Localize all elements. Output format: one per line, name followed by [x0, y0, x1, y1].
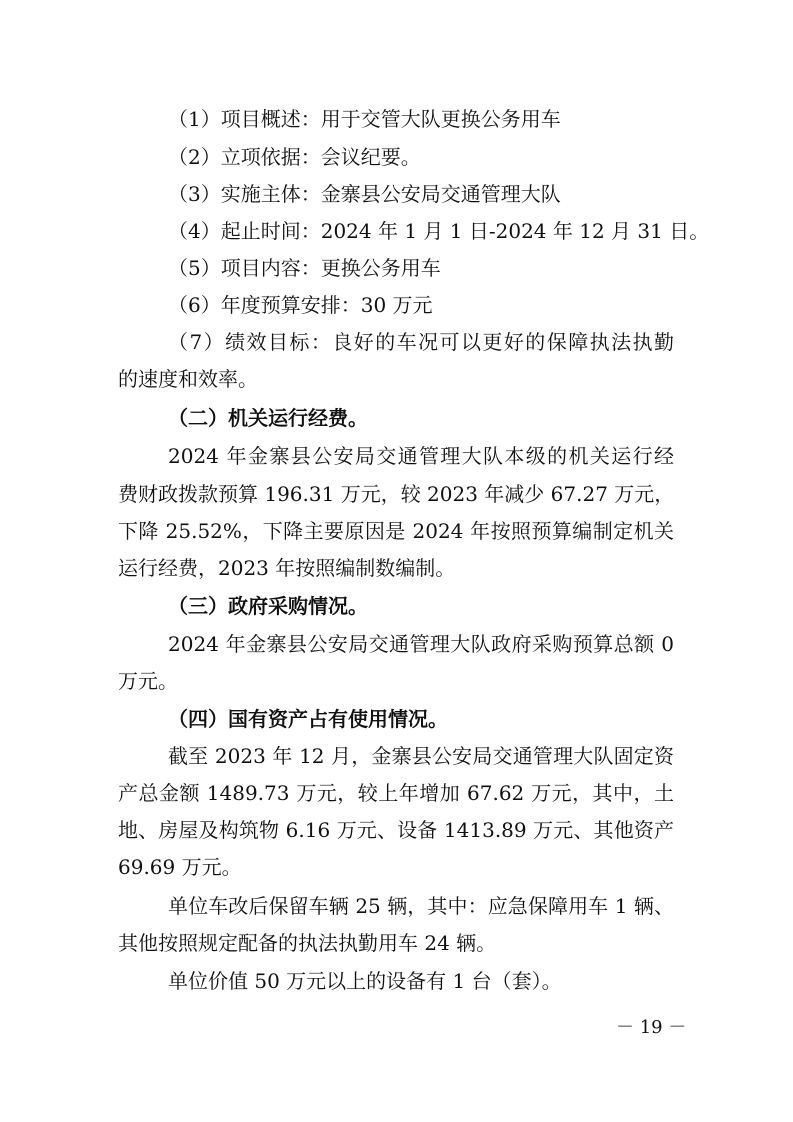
item-period-text: （4）起止时间：2024 年 1 月 1 日-2024 年 12 月 31 日。 [168, 219, 710, 243]
item-budget-text: （6）年度预算安排：30 万元 [168, 293, 433, 317]
section-4-p3-line-1-text: 单位价值 50 万元以上的设备有 1 台（套）。 [168, 969, 562, 993]
section-2-line-2-text: 费财政拨款预算 196.31 万元，较 2023 年减少 67.27 万元， [118, 482, 675, 506]
section-2-heading-text: （二）机关运行经费。 [168, 406, 368, 430]
section-4-heading-text: （四）国有资产占有使用情况。 [168, 707, 448, 731]
section-4-p1-line-1-text: 截至 2023 年 12 月，金寨县公安局交通管理大队固定资 [168, 744, 674, 768]
item-content-text: （5）项目内容：更换公务用车 [168, 256, 441, 280]
section-3-heading-text: （三）政府采购情况。 [168, 594, 368, 618]
section-4-p2-line-1-text: 单位车改后保留车辆 25 辆，其中：应急保障用车 1 辆、 [168, 894, 674, 918]
section-4-p1-line-4-text: 69.69 万元。 [118, 855, 242, 879]
section-2-line-1-text: 2024 年金寨县公安局交通管理大队本级的机关运行经 [168, 444, 674, 468]
section-4-p1-line-2-text: 产总金额 1489.73 万元，较上年增加 67.62 万元，其中，土 [118, 781, 674, 805]
section-3-line-2-text: 万元。 [118, 669, 178, 693]
item-implementer-text: （3）实施主体：金寨县公安局交通管理大队 [168, 182, 561, 206]
item-basis-text: （2）立项依据：会议纪要。 [168, 145, 421, 169]
page-number-text: － 19 － [616, 1017, 687, 1038]
item-goal-text: （7）绩效目标：良好的车况可以更好的保障执法执勤 [168, 330, 674, 354]
section-3-line-1-text: 2024 年金寨县公安局交通管理大队政府采购预算总额 0 [168, 632, 674, 656]
section-2-line-4-text: 运行经费，2023 年按照编制数编制。 [118, 556, 456, 580]
item-overview-text: （1）项目概述：用于交管大队更换公务用车 [168, 107, 561, 131]
item-goal-cont-text: 的速度和效率。 [118, 367, 258, 391]
section-4-p2-line-2-text: 其他按照规定配备的执法执勤用车 24 辆。 [118, 931, 497, 955]
section-4-p1-line-3-text: 地、房屋及构筑物 6.16 万元、设备 1413.89 万元、其他资产 [118, 818, 674, 842]
section-2-line-3-text: 下降 25.52%，下降主要原因是 2024 年按照预算编制定机关 [118, 519, 674, 543]
